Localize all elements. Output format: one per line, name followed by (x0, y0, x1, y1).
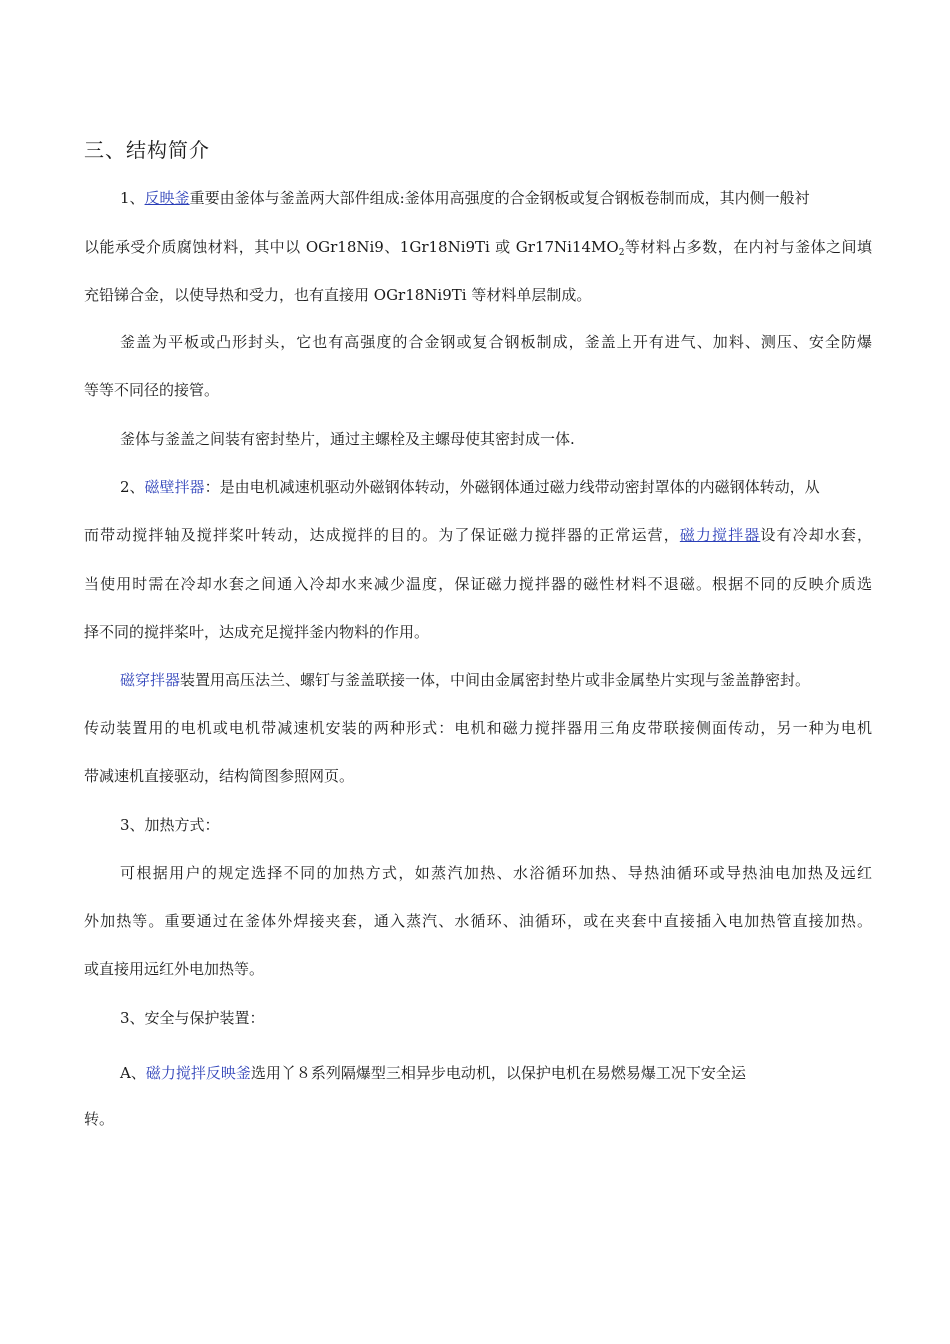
link-magnetic-stirrer[interactable]: 磁壁拌器 (144, 478, 205, 496)
p2-line-1: 釜盖为平板或凸形封头，它也有高强度的合金钢或复合钢板制成，釜盖上开有进气、加料、测压、安全防爆 (120, 333, 872, 351)
p7-line-1: 可根据用户的规定选择不同的加热方式，如蒸汽加热、水浴循环加热、导热油循环或导热油电加热及远红 (120, 864, 872, 882)
p4-line-3: 当使用时需在冷却水套之间通入冷却水来减少温度，保证磁力搅拌器的磁性材料不退磁。根据不同的反映介质选 (84, 575, 872, 593)
p5-line-2: 传动装置用的电机或电机带减速机安装的两种形式：电机和磁力搅拌器用三角皮带联接侧面传动，另一种为电机 (84, 719, 872, 737)
p4-line-1: 2、磁壁拌器：是由电机减速机驱动外磁钢体转动，外磁钢体通过磁力线带动密封罩体的内磁钢体转动，从 (120, 478, 820, 496)
subheading-safety: 3、安全与保护装置： (120, 1009, 265, 1027)
p1-line-2: 以能承受介质腐蚀材料，其中以 OGr18Ni9、1Gr18Ni9Ti 或 $Gr17Ni14MO_2$等材料占多数，在内衬与釜体之间填 (84, 238, 872, 258)
p7-line-3: 或直接用远红外电加热等。 (84, 960, 265, 978)
p1-number: 1、 (120, 189, 145, 207)
p7-line-2: 外加热等。重要通过在釜体外焊接夹套，通入蒸汽、水循环、油循环，或在夹套中直接插入电加热管直接加热。 (84, 912, 872, 930)
p2-line-2: 等等不同径的接管。 (84, 381, 220, 399)
p5-line-1: 磁穿拌器装置用高压法兰、螺钉与釜盖联接一体，中间由金属密封垫片或非金属垫片实现与釜盖静密封。 (120, 671, 811, 689)
p4-line-4: 择不同的搅拌桨叶，达成充足搅拌釜内物料的作用。 (84, 623, 430, 641)
subheading-heating: 3、加热方式： (120, 816, 220, 834)
link-magnetic-stirrer-3[interactable]: 磁穿拌器 (120, 671, 181, 689)
link-magnetic-stirrer-2[interactable]: 磁力搅拌器 (679, 526, 761, 544)
p3-line-1: 釜体与釜盖之间装有密封垫片，通过主螺栓及主螺母使其密封成一体. (120, 430, 575, 448)
p9-line-2: 转。 (84, 1110, 115, 1128)
subscript: 2 (618, 248, 625, 258)
p1-line-3: 充铅锑合金，以使导热和受力，也有直接用 OGr18Ni9Ti 等材料单层制成。 (84, 286, 592, 304)
p9-line-1: A、磁力搅拌反映釜选用丫８系列隔爆型三相异步电动机，以保护电机在易燃易爆工况下安全运 (120, 1064, 746, 1082)
p5-line-3: 带减速机直接驱动，结构简图参照网页。 (84, 767, 355, 785)
p1-line-1 (120, 187, 810, 209)
p1-text: 重要由釜体与釜盖两大部件组成:釜体用高强度的合金钢板或复合钢板卷制而成，其内侧一般衬 (189, 189, 810, 207)
link-reactor[interactable]: 反映釜 (144, 189, 190, 207)
p4-line-2: 而带动搅拌轴及搅拌桨叶转动，达成搅拌的目的。为了保证磁力搅拌器的正常运营，磁力搅拌器设有冷却水套， (84, 526, 872, 544)
section-heading: 三、结构简介 (84, 138, 210, 162)
link-magnetic-reactor[interactable]: 磁力搅拌反映釜 (145, 1064, 251, 1082)
